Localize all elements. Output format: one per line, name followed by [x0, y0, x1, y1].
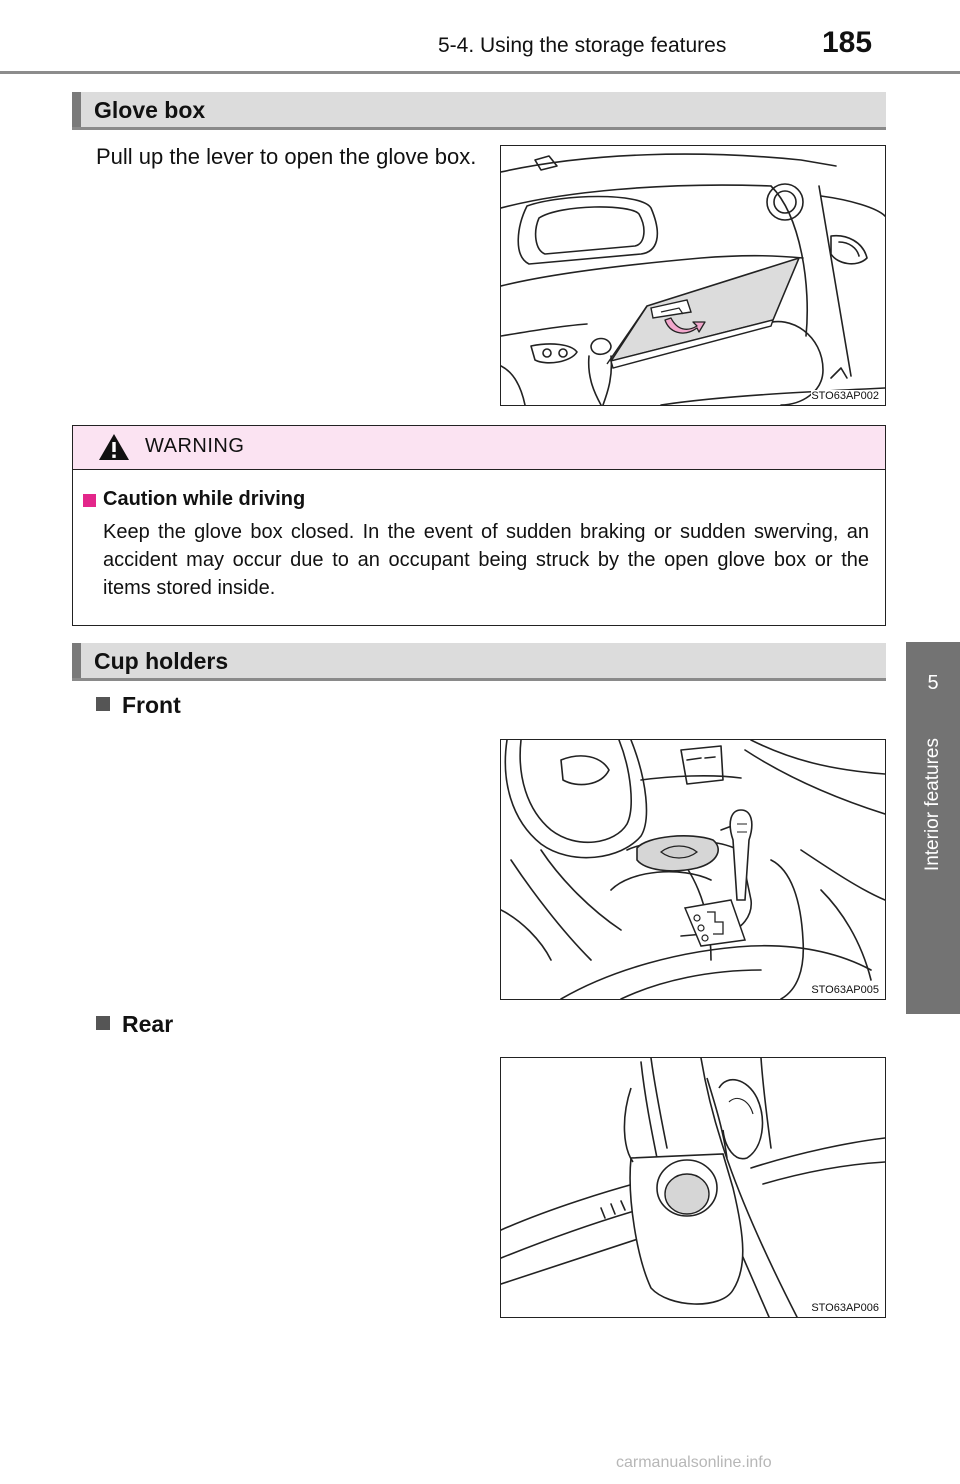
section-header-cup-holders [72, 643, 886, 681]
figure-code: STO63AP002 [811, 390, 879, 402]
warning-subtitle: Caution while driving [103, 488, 306, 510]
glove-box-figure [500, 145, 886, 406]
warning-box [72, 425, 886, 626]
bullet-square [96, 697, 110, 711]
chapter-number: 5 [927, 672, 939, 694]
watermark: carmanualsonline.info [616, 1454, 772, 1471]
figure-code: STO63AP005 [811, 984, 879, 996]
warning-label: WARNING [145, 435, 245, 457]
front-cup-holder-figure [500, 739, 886, 1000]
page-number: 185 [822, 26, 873, 59]
section-title: Glove box [94, 97, 206, 123]
figure-code: STO63AP006 [811, 1302, 879, 1314]
front-cup-holder-illustration [501, 740, 885, 999]
front-label: Front [122, 692, 181, 718]
warning-header [73, 426, 885, 470]
chapter-title-container [906, 738, 960, 988]
chapter-title: Interior features [922, 738, 943, 872]
header-section-title: 5-4. Using the storage features [438, 34, 727, 57]
rear-label: Rear [122, 1011, 174, 1037]
front-heading [96, 692, 181, 719]
header-rule [0, 71, 960, 74]
glove-box-illustration [501, 146, 885, 405]
section-title: Cup holders [94, 648, 229, 674]
section-header-glove-box [72, 92, 886, 130]
glove-box-instruction: Pull up the lever to open the glove box. [96, 144, 477, 169]
rear-cup-holder-figure [500, 1057, 886, 1318]
rear-heading [96, 1011, 173, 1038]
bullet-square [96, 1016, 110, 1030]
warning-triangle-icon [97, 432, 131, 462]
warning-text: Keep the glove box closed. In the event of sudden braking or sudden swerving, an accident may occur due to an occupant being struck by the open glove box or the items stored inside. [103, 521, 869, 599]
warning-bullet-square [83, 494, 96, 507]
rear-cup-holder-illustration [501, 1058, 885, 1317]
